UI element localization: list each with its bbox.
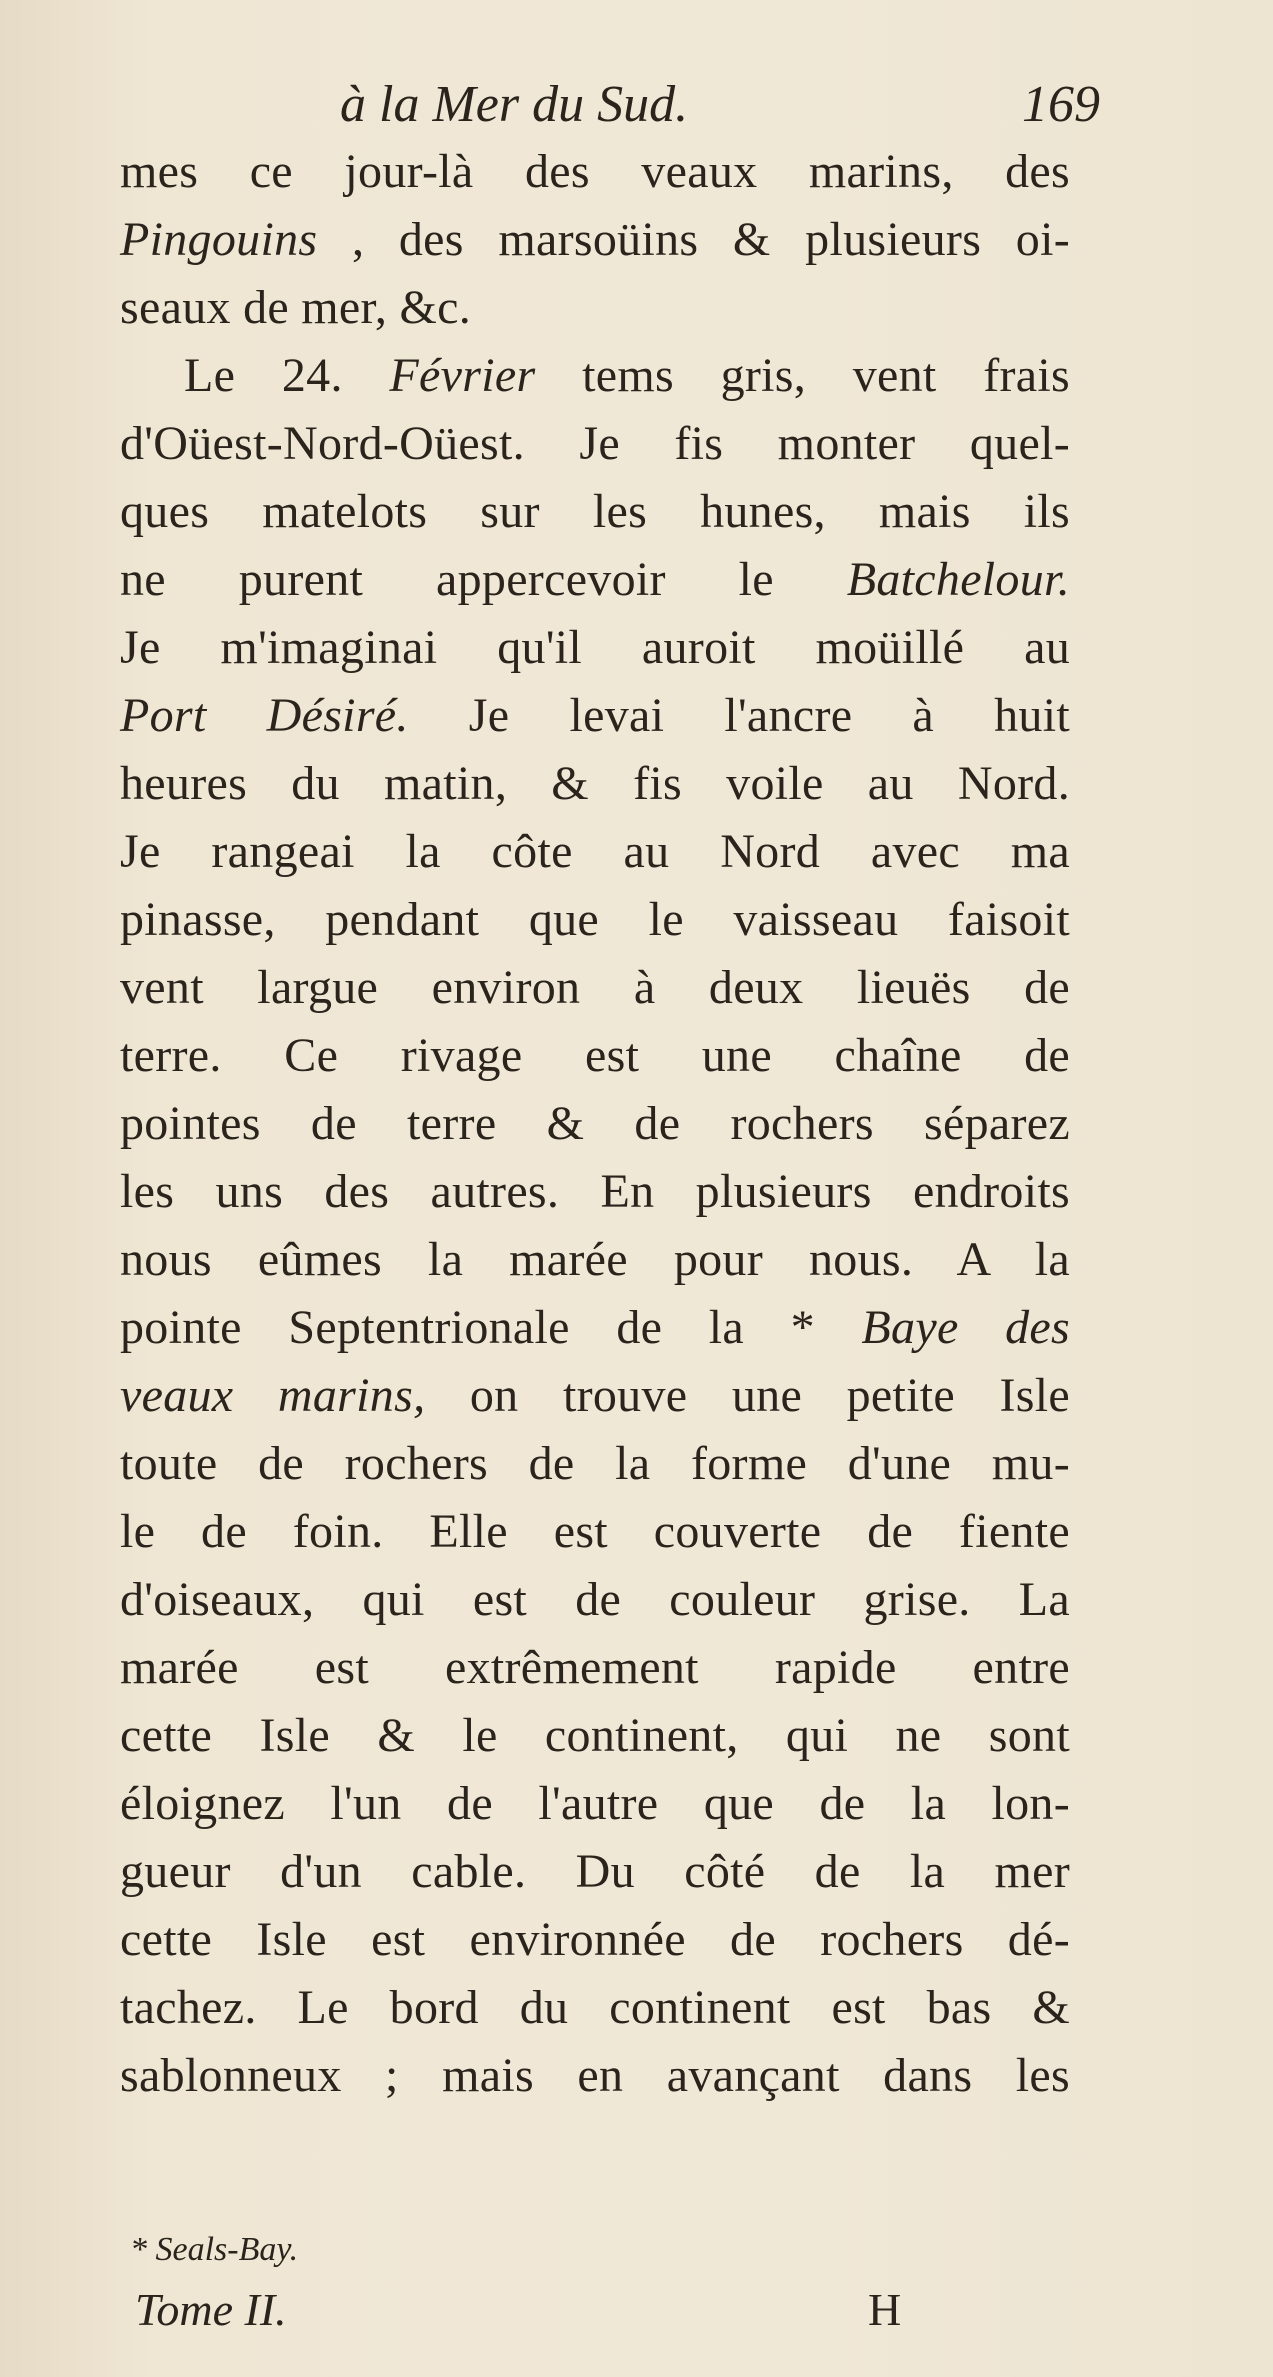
text-line: cette Isle est environnée de rochers dé- xyxy=(120,1913,1070,1966)
text-line: Le 24. Février tems gris, vent frais xyxy=(184,349,1071,402)
text-line: gueur d'un cable. Du côté de la mer xyxy=(120,1845,1070,1898)
text-line: ne purent appercevoir le Batchelour. xyxy=(120,553,1070,606)
page-footer xyxy=(0,2275,1273,2345)
page-number: 169 xyxy=(1022,76,1100,133)
text-line: tachez. Le bord du continent est bas & xyxy=(120,1981,1070,2034)
volume-label: Tome II. xyxy=(135,2284,287,2335)
text-line: d'oiseaux, qui est de couleur grise. La xyxy=(120,1573,1070,1626)
text-line: veaux marins, on trouve une petite Isle xyxy=(120,1369,1070,1422)
signature-mark: H xyxy=(868,2284,902,2335)
text-line: Port Désiré. Je levai l'ancre à huit xyxy=(120,689,1070,742)
text-line: le de foin. Elle est couverte de fiente xyxy=(120,1505,1070,1558)
text-line: Je m'imaginai qu'il auroit moüillé au xyxy=(120,621,1070,674)
text-line: cette Isle & le continent, qui ne sont xyxy=(120,1709,1070,1762)
running-title: à la Mer du Sud. xyxy=(340,76,689,133)
text-line: ques matelots sur les hunes, mais ils xyxy=(120,485,1070,538)
text-line: Je rangeai la côte au Nord avec ma xyxy=(120,825,1070,878)
text-line: marée est extrêmement rapide entre xyxy=(120,1641,1070,1694)
text-line: d'Oüest-Nord-Oüest. Je fis monter quel- xyxy=(120,417,1070,470)
text-line: toute de rochers de la forme d'une mu- xyxy=(120,1437,1070,1490)
text-line: heures du matin, & fis voile au Nord. xyxy=(120,757,1070,810)
text-line: terre. Ce rivage est une chaîne de xyxy=(120,1029,1070,1082)
text-line: pinasse, pendant que le vaisseau faisoit xyxy=(120,893,1070,946)
text-line: sablonneux ; mais en avançant dans les xyxy=(120,2049,1070,2102)
text-line: Pingouins , des marsoüins & plusieurs oi- xyxy=(120,213,1070,266)
text-line: mes ce jour-là des veaux marins, des xyxy=(120,145,1070,198)
text-line: éloignez l'un de l'autre que de la lon- xyxy=(120,1777,1070,1830)
text-line: pointes de terre & de rochers séparez xyxy=(120,1097,1070,1150)
text-line: vent largue environ à deux lieuës de xyxy=(120,961,1070,1014)
running-head xyxy=(340,70,1100,140)
body-text xyxy=(120,138,1070,2110)
text-line: seaux de mer, &c. xyxy=(120,281,472,334)
text-line: pointe Septentrionale de la * Baye des xyxy=(120,1301,1070,1354)
footnote: * Seals-Bay. xyxy=(130,2231,299,2268)
text-line: les uns des autres. En plusieurs endroits xyxy=(120,1165,1070,1218)
text-line: nous eûmes la marée pour nous. A la xyxy=(120,1233,1070,1286)
